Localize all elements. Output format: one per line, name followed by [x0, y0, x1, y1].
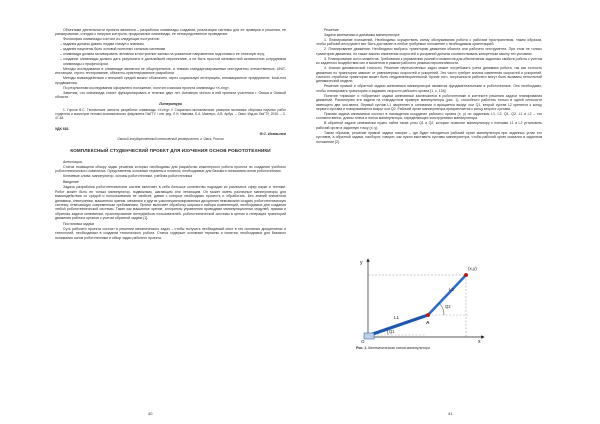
body-paragraph: В обратной задаче кинематики нужно найти такие углы Q1 и Q2, которые позволят манипулятору с плечами L1 и L2 установить рабочий орган в заданную точку (x, y).	[316, 121, 542, 130]
body-paragraph: Заметим, что олимпиада станет функционировать в течение двух лет. Активную честью в ней приняли участники г. Омска и Омской области.	[55, 90, 286, 100]
figure-caption-text: Кинематическая схема манипулятора	[367, 346, 430, 350]
body-paragraph: По результатам исследования оформлено положение, логотип и миссия проекта олимпиады «X-ring».	[63, 85, 230, 90]
manipulator-diagram	[356, 255, 488, 343]
end-effector	[464, 273, 468, 277]
list-item: – олимпиада должна мотивировать человека в построение заново на указанные направления подготовки к ее отличную игру,	[60, 52, 265, 57]
goal-body: Суть рабочего проекта состоит в решении механического задач – чтобы получить необходимый опыт в тех основных дисциплинах и технологий, необходимых в создании технического робота. Статья содержит основные термины и понятия, необходимых для базового понимания основ робототехники и обзор задач рабочего проекта.	[55, 227, 286, 240]
label-q2: Q2	[445, 304, 451, 309]
intro-body: Задача разработки робототехнических систем включает в себя большое количество подзадач из различных сфер науки и техники. Робот может быть не только манипулятор, подвижным, шагающим или летающим. Он может иметь различные манипуляторы для взаимодействия со средой и использования ее свойств, давая с которых необходимо прочесть и обработать. Без знаний элементов динамики, электроники, машинного зрения, механики и других узкоспециализированных дисциплин невозможно создать робототехническую систему, отвечающую современным требованиям. Проект включает обработку широкого набора компетенций, необходимых для создания любой робототехнической системы. Такие как машинное зрение, алгоритмы управления приводами манипуляционных модулей, прямая и обратная задачи кинематики, проектирование интерфейсов пользователей, робототехнической системы в целом и генерация траекторий движения рабочих органов с учетом обратной задачи [1].	[55, 185, 286, 221]
author-name: Ф.С. Исмаилов	[259, 132, 286, 137]
figure-caption	[356, 346, 546, 350]
list-item: – задания нацелены быть основой полезных сильным системам	[60, 47, 166, 52]
body-paragraph: Методы исследования в олимпиаде являются не общепринятые, а темами стандартизированные инструменты отечественных: UNIT-инстанции, строго-тестирование, объектно-ориентированное разработки.	[55, 66, 286, 76]
intro-heading: Введение	[63, 180, 79, 185]
keywords: Ключевые слова: манипулятор, основы робототехники, учебная робототехника	[63, 174, 193, 179]
author-affiliation: Омский государственный технический университет, г. Омск, Россия	[117, 137, 224, 142]
intro-paragraph: Объектами деятельности проекта являются – разработка олимпиады создания, реализация системы для ее проверки и решения, ее ранжирование, стендах к нагрузке контроля, продолжение олимпиады, ее непосредственное проведение.	[55, 28, 286, 37]
label-l2: L2	[449, 287, 455, 292]
reference-item: 1. Горлов В.С. Технические аспекты разработки олимпиады «X-ring» // Социально-экономические развития экономики сборника научных работ студентов и магистров технико-экономического факультета ОмГТУ / отв. ред. Л.Н. Иванова, Б.А. Мазнеро, А.В. Арбук. – Омск: Изд-во ОмГТУ, 2015. – С. 47-48.	[55, 107, 286, 120]
right-page	[300, 0, 600, 424]
page-number: 41	[448, 411, 453, 416]
label-l1: L1	[394, 315, 400, 320]
udk-code: УДК 681	[55, 126, 69, 131]
solution-heading: Решение	[324, 28, 339, 32]
elbow-joint	[426, 313, 430, 317]
list-item: – создание олимпиады должно дать результаты в дальнейшей перспективе, а не быть простой меновостной активностью сотрудников олимпиады с профессором.	[60, 57, 286, 66]
body-paragraph: Прямая задача кинематики состоит в нахождении координат рабочего органа (x, y) по заданным L1, L2, Q1, Q2. L1 и L2 – это соответственно, длины плеча и плеча манипулятора, определяющее конструктивно манипулятора.	[316, 112, 542, 121]
references-heading: Литература	[159, 102, 182, 107]
body-paragraph: Решение прямой и обратной задачи кинематики манипулятора являются фундаментальными в робототехнике. Оно необходимо, чтобы планировать траекторию и задавать скорости рабочего органа [1, с. 134].	[316, 84, 542, 93]
label-a: A	[426, 321, 430, 326]
body-paragraph: Таким образом, решение прямой задачи говорит – где будет находиться рабочий орган манипулятора при заданных углах его суставов, а обратной задачи, наоборот, говорит, как нужно выставить суставы манипулятора, чтобы рабочий орган оказался в заданном положении [2].	[316, 130, 542, 144]
label-y: y	[360, 260, 363, 266]
left-column	[55, 28, 286, 240]
arm-link-2	[428, 275, 466, 315]
figure-caption-number: Рис. 1.	[356, 346, 368, 350]
solution-item: 3. Планирование сил и моментов. Требования к управлению усилий и моментов для обеспечения заданных свойств робота с учетом их заданного воздействия сил и моментов в рамках рабочего режима перспективности.	[316, 56, 542, 66]
page-number: 40	[148, 411, 153, 416]
abstract-text: Статья посвящена обзору задач решения которых необходимы для разработки инженерного робота проекта по созданию учебного робототехнического комплекса. Представлены основные термины и понятия, необходимые для базового понимания основ робототехники.	[55, 164, 286, 173]
solution-item: 2. Планирование движения. Необходимо выбрать траекторию движения объекта или рабочего инструмента. При этом не только траектории движения, но также законы изменения скоростей и ускорений должны соответствовать конкретным закону тех условиях.	[316, 47, 542, 56]
label-end-point: (x,y)	[468, 266, 477, 271]
abstract-heading: Аннотация.	[63, 159, 83, 164]
list-item: – задания должны давать людям стимул к знаниям,	[60, 42, 145, 47]
body-paragraph: Методы взаимодействия с внешней средой можно обозначить через социальную интеграцию, инновационное предприятие, local-end продвижения.	[55, 76, 286, 85]
goal-heading: Постановка задачи	[63, 222, 95, 227]
intro-paragraph: Философия олимпиады состоит из следующих постулатов:	[63, 37, 160, 42]
label-x: x	[478, 339, 481, 343]
solution-item: 1. Планирование положений. Необходимо осуществить схему обслуживания робота с рабочим пространством, таким образом, чтобы рабочий инструмент мог быть доставлен в любое требуемое положение с необходимым ориентацией.	[316, 38, 542, 47]
arm-base	[364, 333, 374, 339]
solution-item: 4. Анализ динамической точности. Решение перечисленных задач может потребовать учета динамики робота, так как точность движения по траектории зависит от равномерных скоростей и ускорений. Это часто требует анализ изменения скоростей и ускорений, точность отработки траектории может быть неудовлетворительной. Кроме того, погрешности рабочего могут быть вызваны неполнотой динамической модели.	[316, 66, 542, 84]
label-origin: O	[361, 339, 365, 343]
manipulator-figure	[356, 255, 488, 343]
angle-q2-arc	[439, 303, 444, 315]
label-q1: Q1	[389, 329, 395, 334]
right-column	[316, 28, 542, 144]
solution-subheading: Задачи кинематики и динамики манипулятора:	[324, 33, 401, 37]
article-title: КОМПЛЕКСНЫЙ СТУДЕНЧЕСКИЙ ПРОЕКТ ДЛЯ ИЗУЧЕНИЯ ОСНОВ РОБОТОТЕХНИКИ	[70, 147, 271, 153]
body-paragraph: Понятие «прямая» и «обратная» задачи кинематики заключаются в робототехнике в контексте решения задачи планирования движений. Рассмотрим эти задачи на стандартном примере манипулятора (рис. 1), способного работать только в одной плоскости имеющего две оси-звена. Первый сустав L1 закреплен в основании и вращается вокруг оси Q1, второй сустав L2 крепится к концу первого сустава и поворачивается вокруг оси Q2. Рабочий орган манипулятора прикрепляется к концу второго сустава.	[316, 93, 542, 112]
